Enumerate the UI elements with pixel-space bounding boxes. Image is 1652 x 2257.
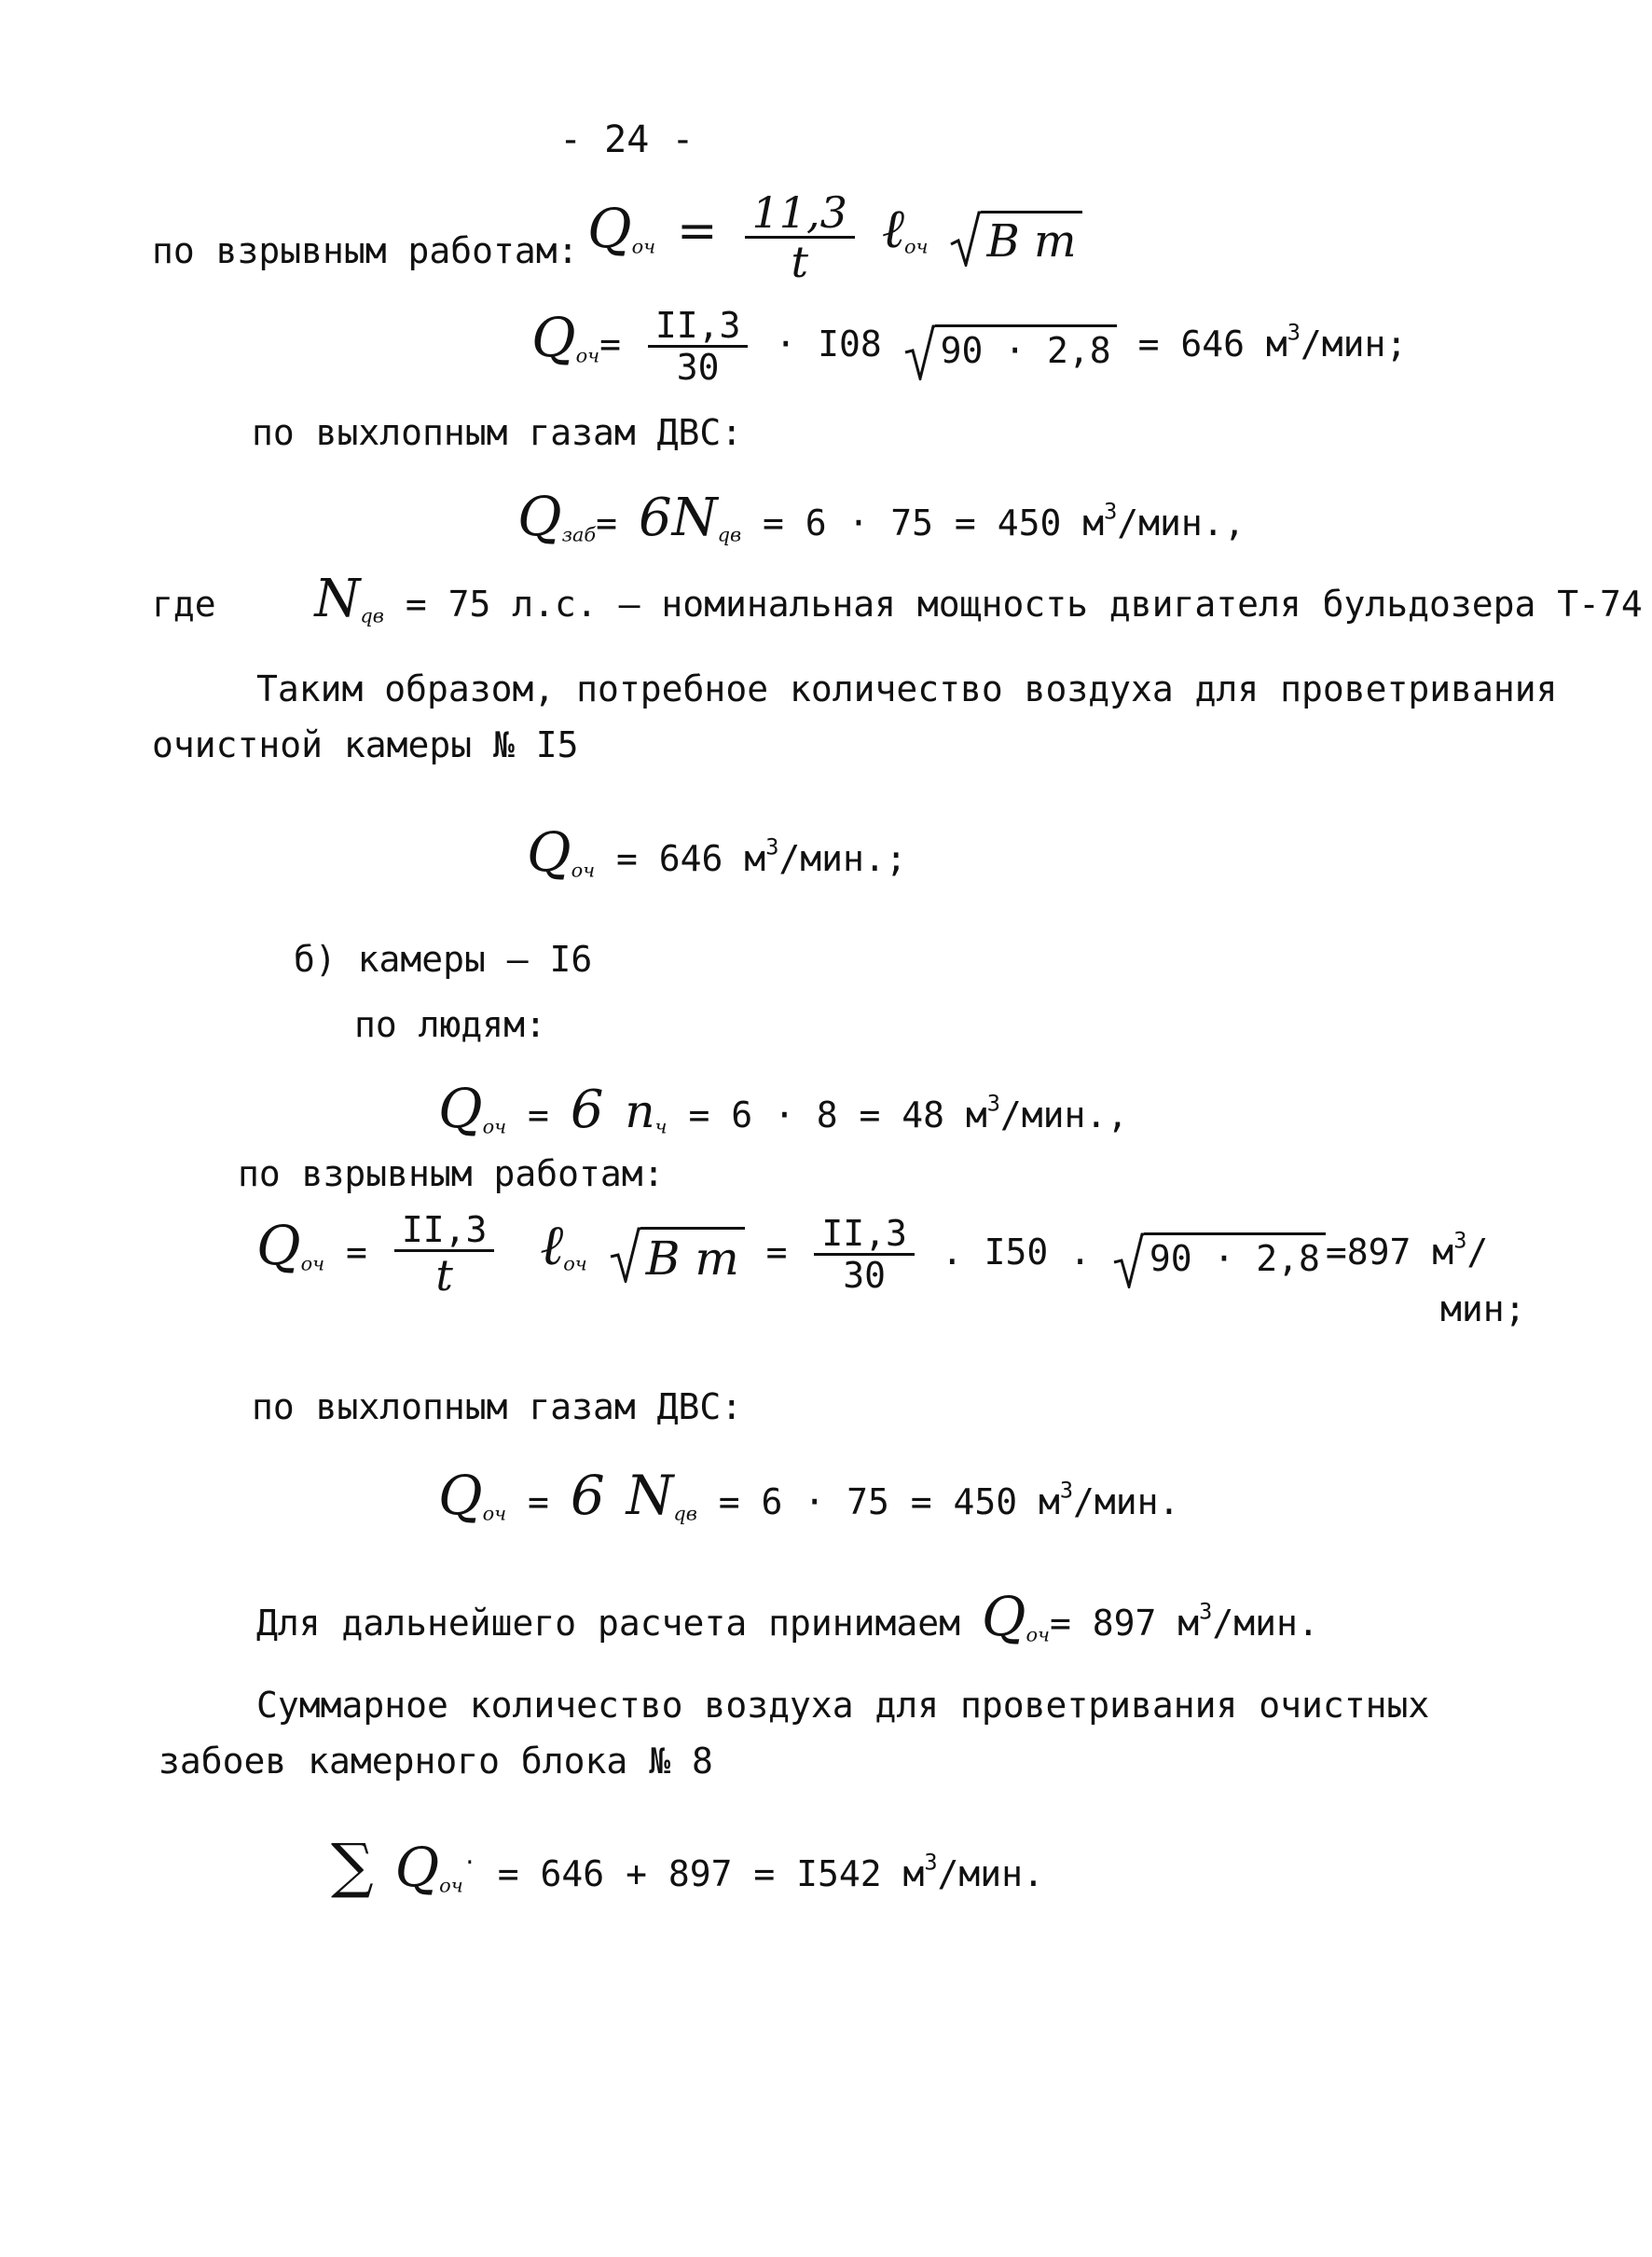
- fraction-2: [814, 1213, 915, 1296]
- power-subscript: qв: [360, 604, 384, 627]
- power-subscript: qв: [673, 1502, 697, 1525]
- unit: /мин.: [1212, 1603, 1319, 1644]
- total-formula: [331, 1832, 1044, 1901]
- fraction-denominator: t: [791, 237, 808, 287]
- accept-text: Для дальнейшего расчета принимаем: [256, 1603, 960, 1644]
- sqrt-sign-2: [1112, 1232, 1326, 1279]
- radicand: 90 · 2,8: [935, 324, 1117, 368]
- unit: /мин.,: [1117, 502, 1246, 544]
- q-symbol: Q: [531, 306, 576, 369]
- formula-blast-general: [587, 187, 1082, 287]
- q-symbol: Q: [517, 485, 562, 548]
- result-value: =897 м: [1325, 1232, 1454, 1273]
- unit-exponent: 3: [1453, 1227, 1467, 1254]
- people-subscript: ч: [654, 1115, 668, 1138]
- unit: /мин.,: [999, 1094, 1129, 1135]
- q-subscript: оч: [1026, 1623, 1051, 1646]
- q-subscript: оч: [631, 235, 656, 258]
- unit-exponent: 3: [1104, 498, 1118, 525]
- equals-sign: =: [599, 323, 622, 365]
- q-symbol: Q: [438, 1077, 483, 1140]
- fraction-denominator: 30: [676, 347, 720, 388]
- summary-line-1: Таким образом, потребное количество воздуха для проветривания: [256, 668, 1558, 709]
- formula-exhaust-b: [438, 1464, 1180, 1527]
- equals-sign: =: [677, 203, 718, 259]
- total-line-1: Суммарное количество воздуха для проветривания очистных: [256, 1685, 1430, 1726]
- q-symbol: Q: [587, 197, 632, 260]
- where-word: где: [152, 584, 216, 625]
- equals-sign: =: [346, 1232, 367, 1273]
- result-a: [527, 820, 907, 884]
- equals-sign: =: [528, 1481, 549, 1522]
- radical-icon: [1112, 1232, 1144, 1288]
- q-subscript: оч: [439, 1874, 463, 1897]
- radical-icon: [609, 1227, 640, 1283]
- q-symbol: Q: [438, 1464, 483, 1527]
- radicand: B m: [981, 211, 1081, 264]
- length-subscript: оч: [903, 235, 929, 258]
- sqrt-sign: [903, 324, 1117, 371]
- exhaust-label-a: по выхлопным газам ДВС:: [252, 412, 743, 453]
- coefficient: 6: [570, 1080, 604, 1140]
- blast-label-b: по взрывным работам:: [238, 1153, 665, 1194]
- page-number: - 24 -: [559, 118, 695, 161]
- result-value: = 646 м: [1137, 323, 1287, 365]
- fraction-numerator: II,3: [648, 308, 749, 348]
- fraction: [745, 187, 855, 287]
- accept-value: = 897 м: [1050, 1603, 1200, 1644]
- unit: /: [1466, 1232, 1489, 1273]
- fraction-numerator: 11,3: [745, 191, 855, 239]
- unit-second-line: мин;: [1440, 1288, 1526, 1329]
- where-line: [152, 569, 1643, 629]
- calculation: = 646 + 897 = I542 м: [497, 1853, 925, 1894]
- equals-sign: =: [528, 1094, 549, 1135]
- fraction-denominator: t: [435, 1250, 453, 1301]
- unit-exponent: 3: [765, 833, 779, 860]
- fraction-numerator: II,3: [814, 1216, 915, 1256]
- sqrt-sign: [949, 211, 1081, 268]
- q-subscript: оч: [482, 1115, 507, 1138]
- exhaust-label-b: по выхлопным газам ДВС:: [252, 1386, 743, 1427]
- calculation: = 6 · 8 = 48 м: [688, 1094, 987, 1135]
- section-b-header: б) камеры – I6: [294, 939, 593, 980]
- people-label: по людям:: [354, 1004, 546, 1045]
- length-symbol: ℓ: [881, 197, 904, 260]
- radicand: B m: [640, 1227, 745, 1282]
- coefficient: 6: [638, 488, 672, 548]
- result-text: = 646 м: [616, 838, 766, 879]
- fraction-denominator: 30: [843, 1255, 887, 1296]
- radicand: 90 · 2,8: [1144, 1232, 1326, 1276]
- equals-sign-2: =: [765, 1232, 788, 1273]
- power-symbol: N: [314, 569, 361, 629]
- fraction-numerator: II,3: [394, 1212, 495, 1252]
- unit-exponent: 3: [1059, 1477, 1074, 1504]
- accept-line: [256, 1585, 1319, 1648]
- equals-sign: =: [596, 502, 618, 544]
- power-symbol: N: [671, 488, 718, 548]
- blast-label-a: по взрывным работам:: [152, 230, 579, 271]
- q-subscript: оч: [571, 859, 596, 882]
- formula-exhaust-a: [517, 485, 1246, 548]
- fraction-1: [394, 1209, 495, 1301]
- coefficient: 6: [570, 1464, 605, 1527]
- unit-exponent: 3: [1199, 1598, 1213, 1625]
- formula-blast-numeric: [531, 305, 1408, 388]
- unit-exponent: 3: [924, 1849, 938, 1876]
- unit: /мин.;: [778, 838, 907, 879]
- length-subscript: оч: [563, 1252, 587, 1275]
- summary-line-2: очистной камеры № I5: [152, 724, 579, 765]
- fraction: [648, 305, 749, 388]
- unit: /мин.: [1073, 1481, 1180, 1522]
- chamber-length: . I50 .: [941, 1232, 1091, 1273]
- q-subscript: оч: [300, 1252, 325, 1275]
- calculation: = 6 · 75 = 450 м: [763, 502, 1105, 544]
- radical-icon: [949, 211, 981, 267]
- unit: /мин.: [937, 1853, 1044, 1894]
- power-symbol: N: [626, 1464, 674, 1527]
- radical-icon: [903, 324, 935, 380]
- formula-blast-b: [256, 1209, 1489, 1301]
- q-symbol: Q: [256, 1214, 301, 1277]
- multiply-dot: ·: [775, 323, 797, 365]
- unit-exponent: 3: [1287, 319, 1301, 346]
- chamber-length: I08: [818, 323, 882, 365]
- total-line-2: забоев камерного блока № 8: [158, 1741, 713, 1782]
- formula-people: [438, 1077, 1129, 1140]
- q-symbol: Q: [527, 820, 571, 884]
- power-subscript: qв: [717, 523, 742, 546]
- q-symbol: Q: [981, 1585, 1026, 1648]
- unit: /мин;: [1300, 323, 1408, 365]
- people-symbol: n: [625, 1084, 655, 1138]
- q-symbol: Q: [394, 1836, 440, 1899]
- where-text: = 75 л.с. – номинальная мощность двигателя бульдозера Т-74: [405, 584, 1643, 625]
- length-symbol: ℓ: [540, 1213, 564, 1278]
- calculation: = 6 · 75 = 450 м: [718, 1481, 1060, 1522]
- q-subscript: оч: [575, 344, 600, 367]
- unit-exponent: 3: [986, 1090, 1000, 1117]
- q-subscript: заб: [561, 523, 597, 546]
- sigma-icon: ∑: [331, 1832, 374, 1901]
- sqrt-sign: [609, 1227, 745, 1286]
- q-subscript: оч: [482, 1502, 507, 1525]
- prime-mark: ·: [462, 1849, 476, 1876]
